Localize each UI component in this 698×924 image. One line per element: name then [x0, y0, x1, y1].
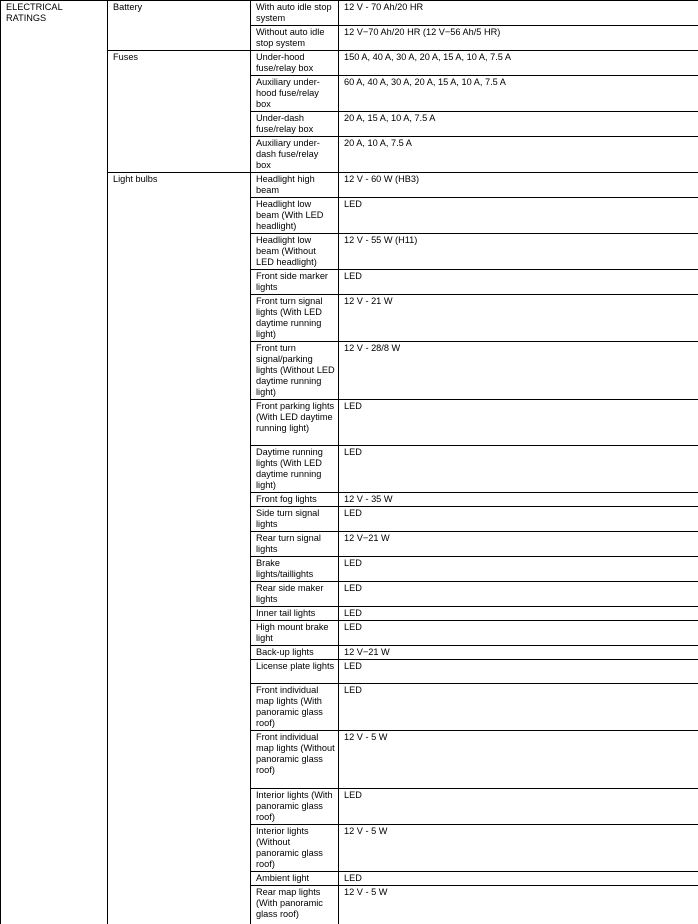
item-value: LED — [339, 446, 698, 493]
item-label: Inner tail lights — [251, 607, 339, 621]
item-value: 12 V - 21 W — [339, 295, 698, 342]
group-light-bulbs: Light bulbs — [108, 173, 251, 924]
item-value: LED — [339, 684, 698, 731]
item-label: Headlight low beam (Without LED headlight) — [251, 234, 339, 270]
item-label: License plate lights — [251, 660, 339, 684]
item-label: Under-hood fuse/relay box — [251, 51, 339, 76]
item-label: High mount brake light — [251, 621, 339, 646]
item-label: Front side marker lights — [251, 270, 339, 295]
item-label: Auxiliary under-dash fuse/relay box — [251, 137, 339, 173]
item-value: 12 V - 28/8 W — [339, 342, 698, 400]
item-label: Front parking lights (With LED daytime running light) — [251, 400, 339, 446]
item-value: 12 V - 55 W (H11) — [339, 234, 698, 270]
item-label: Daytime running lights (With LED daytime running light) — [251, 446, 339, 493]
item-value: 12 V - 5 W — [339, 886, 698, 924]
item-value: LED — [339, 789, 698, 825]
item-value: 12 V - 5 W — [339, 825, 698, 872]
item-label: Interior lights (With panoramic glass roof) — [251, 789, 339, 825]
group-battery: Battery — [108, 1, 251, 51]
item-value: LED — [339, 660, 698, 684]
item-label: Front individual map lights (Without panoramic glass roof) — [251, 731, 339, 789]
item-label: Back-up lights — [251, 646, 339, 660]
item-value: 12 V - 5 W — [339, 731, 698, 789]
item-value: 60 A, 40 A, 30 A, 20 A, 15 A, 10 A, 7.5 A — [339, 76, 698, 112]
item-label: Front fog lights — [251, 493, 339, 507]
item-value: 12 V - 70 Ah/20 HR — [339, 1, 698, 26]
item-label: Front turn signal lights (With LED daytime running light) — [251, 295, 339, 342]
item-label: Rear map lights (With panoramic glass roof) — [251, 886, 339, 924]
item-value: 20 A, 10 A, 7.5 A — [339, 137, 698, 173]
item-value: LED — [339, 621, 698, 646]
category-label-line2: RATINGS — [6, 13, 104, 24]
item-value: 12 V−70 Ah/20 HR (12 V−56 Ah/5 HR) — [339, 26, 698, 51]
item-label: Rear turn signal lights — [251, 532, 339, 557]
item-label: Auxiliary under-hood fuse/relay box — [251, 76, 339, 112]
item-label: Side turn signal lights — [251, 507, 339, 532]
item-label: Headlight low beam (With LED headlight) — [251, 198, 339, 234]
item-value: 12 V - 35 W — [339, 493, 698, 507]
item-label: Without auto idle stop system — [251, 26, 339, 51]
item-label: Rear side maker lights — [251, 582, 339, 607]
item-label: Interior lights (Without panoramic glass roof) — [251, 825, 339, 872]
item-label: Front turn signal/parking lights (Without LED daytime running light) — [251, 342, 339, 400]
category-label-line1: ELECTRICAL — [6, 2, 104, 13]
item-label: Under-dash fuse/relay box — [251, 112, 339, 137]
item-value: 12 V−21 W — [339, 532, 698, 557]
item-label: Ambient light — [251, 872, 339, 886]
item-value: 150 A, 40 A, 30 A, 20 A, 15 A, 10 A, 7.5 A — [339, 51, 698, 76]
item-value: 20 A, 15 A, 10 A, 7.5 A — [339, 112, 698, 137]
item-value: LED — [339, 582, 698, 607]
item-label: Headlight high beam — [251, 173, 339, 198]
item-value: LED — [339, 270, 698, 295]
item-label: Brake lights/taillights — [251, 557, 339, 582]
item-label: With auto idle stop system — [251, 1, 339, 26]
category-cell — [1, 1, 108, 924]
item-value: LED — [339, 507, 698, 532]
item-label: Front individual map lights (With panoramic glass roof) — [251, 684, 339, 731]
item-value: 12 V−21 W — [339, 646, 698, 660]
group-fuses: Fuses — [108, 51, 251, 173]
item-value: LED — [339, 557, 698, 582]
item-value: LED — [339, 607, 698, 621]
item-value: 12 V - 60 W (HB3) — [339, 173, 698, 198]
item-value: LED — [339, 198, 698, 234]
item-value: LED — [339, 872, 698, 886]
item-value: LED — [339, 400, 698, 446]
